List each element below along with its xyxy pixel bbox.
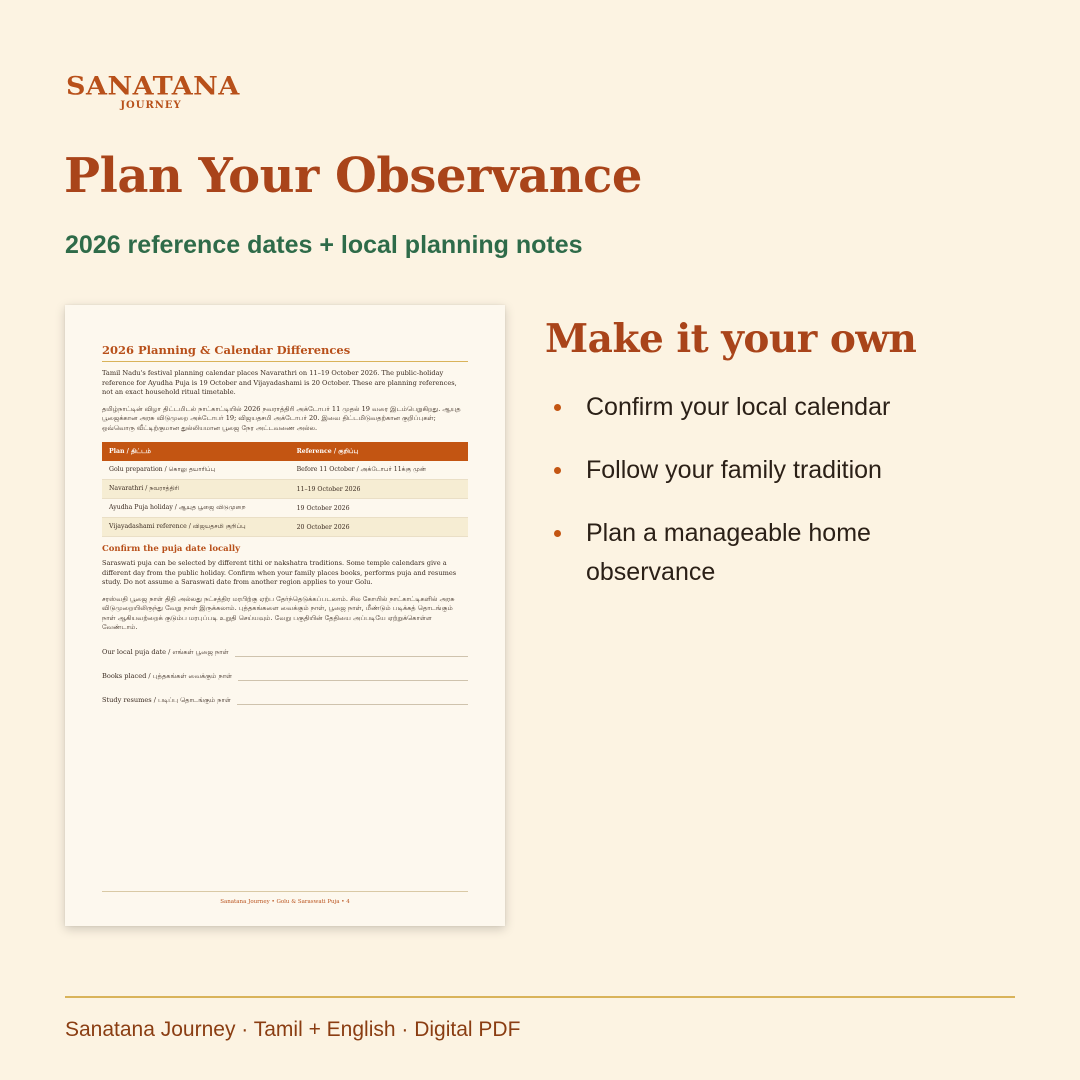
form-field-study-resumes bbox=[102, 695, 468, 705]
table-cell: 11–19 October 2026 bbox=[290, 480, 468, 499]
brand-logo bbox=[66, 71, 240, 112]
table-row bbox=[102, 499, 468, 518]
bullet-icon bbox=[554, 467, 561, 474]
form-field-books-placed bbox=[102, 671, 468, 681]
table-cell: 19 October 2026 bbox=[290, 499, 468, 518]
footer-divider bbox=[65, 996, 1015, 998]
table-header-row bbox=[102, 442, 468, 461]
list-item-text: Plan a manageable home observance bbox=[586, 519, 871, 586]
bullet-icon bbox=[554, 530, 561, 537]
form-field-label: Books placed / புத்தகங்கள் வைக்கும் நாள் bbox=[102, 671, 233, 680]
table-cell: Ayudha Puja holiday / ஆயுத பூஜை விடுமுறை bbox=[102, 499, 290, 518]
planning-table bbox=[102, 442, 468, 537]
footer-text: Sanatana Journey · Tamil + English · Digital PDF bbox=[65, 1018, 521, 1041]
list-item bbox=[553, 388, 993, 427]
table-cell: Vijayadashami reference / விஜயதசமி குறிப்பு bbox=[102, 518, 290, 537]
list-item bbox=[553, 514, 993, 592]
form-field-line bbox=[238, 672, 468, 681]
list-item-text: Follow your family tradition bbox=[586, 456, 882, 484]
table-cell: Before 11 October / அக்டோபர் 11க்கு முன் bbox=[290, 461, 468, 480]
document-title: 2026 Planning & Calendar Differences bbox=[102, 343, 468, 362]
form-field-line bbox=[237, 696, 468, 705]
list-item-text: Confirm your local calendar bbox=[586, 393, 891, 421]
document-footer: Sanatana Journey • Golu & Saraswati Puja • 4 bbox=[220, 899, 350, 905]
brand-name: SANATANA bbox=[66, 71, 240, 102]
table-cell: Navarathri / நவராத்திரி bbox=[102, 480, 290, 499]
brand-subname: JOURNEY bbox=[120, 100, 182, 111]
document-preview bbox=[65, 305, 505, 926]
bullet-icon bbox=[554, 404, 561, 411]
table-row bbox=[102, 480, 468, 499]
form-field-puja-date bbox=[102, 647, 468, 657]
document-intro-tamil: தமிழ்நாட்டின் விழா திட்டமிடல் நாட்காட்டியில் 2026 நவராத்திரி அக்டோபர் 11 முதல் 19 வரை இடம்பெறுகிறது. ஆயுத பூஜைக்கான அரசு விடுமுறை அக்டோபர் 19; விஜயதசமி அக்டோபர் 20. இவை திட்டமிடுவதற்கான குறிப்புகள்; ஒவ்வொரு வீட்டிற்குமான துல்லியமான பூஜை நேர அட்டவணை அல்ல. bbox=[102, 404, 461, 432]
document-intro-english: Tamil Nadu's festival planning calendar places Navarathri on 11–19 October 2026. The public-holiday reference for Ayudha Puja is 19 October and Vijayadashami is 20 October. These are planning references, not an exact household ritual timetable. bbox=[102, 369, 457, 396]
document-section-tamil: சரஸ்வதி பூஜை நாள் திதி அல்லது நட்சத்திர மரபிற்கு ஏற்ப தேர்ந்தெடுக்கப்படலாம். சில கோயில் நாட்காட்டிகளில் அரசு விடுமுறையிலிருந்து வேறு நாள் இருக்கலாம். புத்தகங்களை வைக்கும் நாள், பூஜை நாள், மீண்டும் படிக்கத் தொடங்கும் நாள் ஆகியவற்றைக் குடும்ப மரபுப்படி உறுதி செய்யவும். வேறு பகுதியின் தேதியை அப்படியே ஏற்றுக்கொள்ள வேண்டாம். bbox=[102, 594, 455, 631]
table-row bbox=[102, 461, 468, 480]
document-section-english: Saraswati puja can be selected by different tithi or nakshatra traditions. Some temple calendars give a different day from the public holiday. Confirm when your family places books, performs puja and resumes study. Do not assume a Saraswati date from another region applies to your Golu. bbox=[102, 559, 457, 586]
form-field-line bbox=[235, 648, 468, 657]
table-cell: 20 October 2026 bbox=[290, 518, 468, 537]
page-subtitle: 2026 reference dates + local planning notes bbox=[65, 231, 583, 259]
panel-title: Make it your own bbox=[545, 316, 917, 362]
document-section-title: Confirm the puja date locally bbox=[102, 544, 241, 554]
list-item bbox=[553, 451, 993, 490]
benefit-list bbox=[553, 388, 993, 616]
table-header-reference: Reference / குறிப்பு bbox=[290, 442, 468, 461]
table-cell: Golu preparation / கொலு தயாரிப்பு bbox=[102, 461, 290, 480]
table-row bbox=[102, 518, 468, 537]
document-footer-divider bbox=[102, 891, 468, 892]
form-field-label: Study resumes / படிப்பு தொடங்கும் நாள் bbox=[102, 695, 231, 704]
form-field-label: Our local puja date / எங்கள் பூஜை நாள் bbox=[102, 647, 229, 656]
table-header-plan: Plan / திட்டம் bbox=[102, 442, 290, 461]
page-title: Plan Your Observance bbox=[64, 148, 642, 204]
